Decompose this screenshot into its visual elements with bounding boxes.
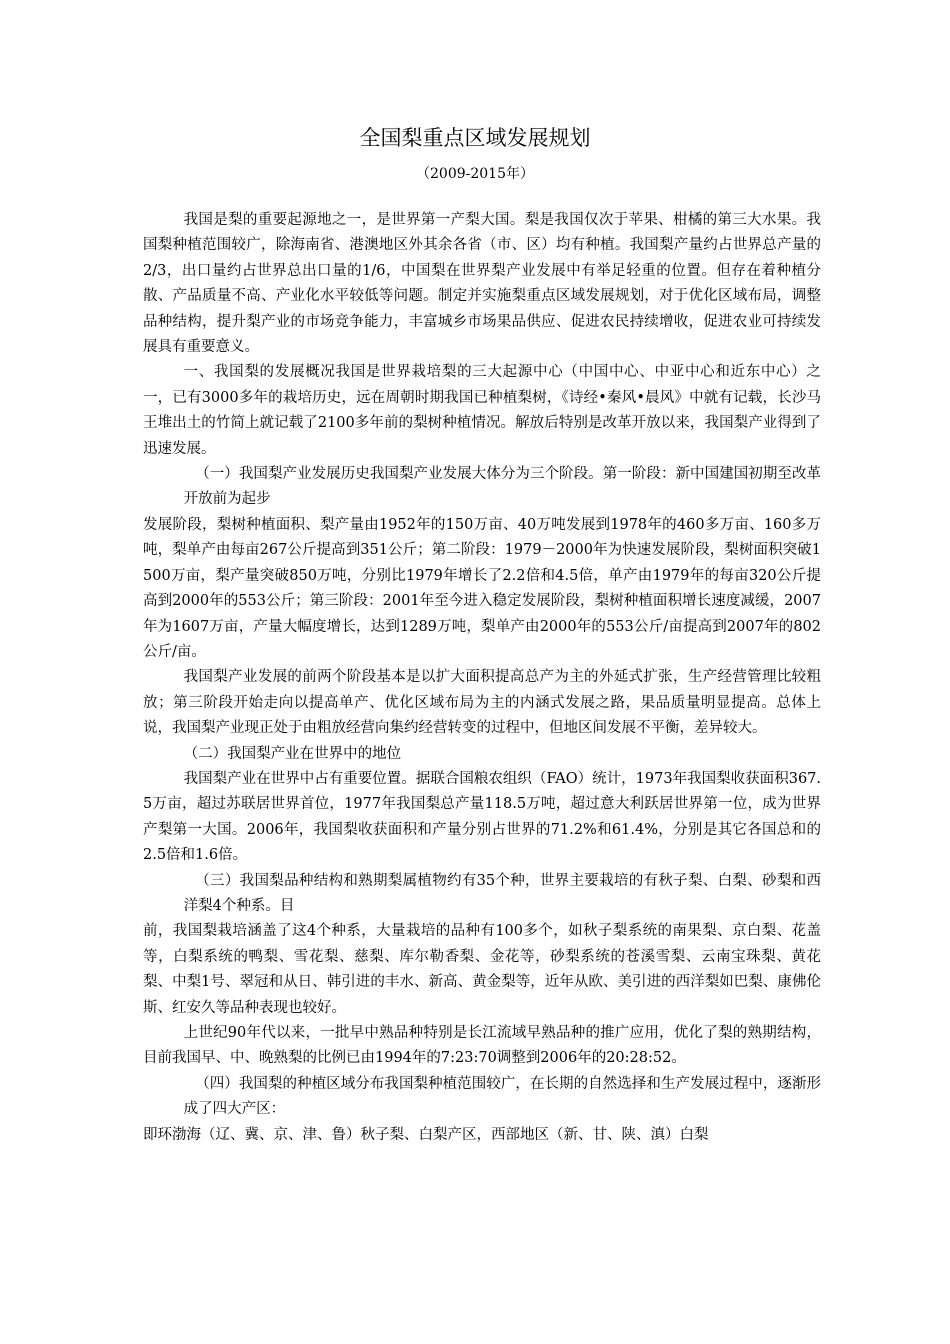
section-heading-regions: [143, 1072, 821, 1123]
document-body: [143, 208, 821, 1148]
paragraph-world-position: 我国梨产业在世界中占有重要位置。据联合国粮农组织（FAO）统计，1973年我国梨收获面积367.5万亩，超过苏联居世界首位，1977年我国梨总产量118.5万吨，超过意大利跃居世界第一位，成为世界产梨第一大国。2006年，我国梨收获面积和产量分别占世界的71.2%和61.4%，分别是其它各国总和的2.5倍和1.6倍。: [143, 770, 821, 864]
paragraph-regions: 即环渤海（辽、冀、京、津、鲁）秋子梨、白梨产区，西部地区（新、甘、陕、滇）白梨: [143, 1126, 709, 1143]
paragraph-maturity: 上世纪90年代以来，一批早中熟品种特别是长江流域早熟品种的推广应用，优化了梨的熟期结构，目前我国早、中、晚熟梨的比例已由1994年的7:23:70调整到2006年的20:28:52。: [143, 1025, 821, 1067]
section-heading-history: [143, 462, 821, 513]
section-heading-history-text: （一）我国梨产业发展历史我国梨产业发展大体分为三个阶段。第一阶段：新中国建国初期至改革开放前为起步: [183, 466, 821, 508]
paragraph-history-summary: 我国梨产业发展的前两个阶段基本是以扩大面积提高总产为主的外延式扩张，生产经营管理比较粗放；第三阶段开始走向以提高单产、优化区域布局为主的内涵式发展之路，果品质量明显提高。总体上说，我国梨产业现正处于由粗放经营向集约经营转变的过程中，但地区间发展不平衡，差异较大。: [143, 669, 821, 737]
section-heading-varieties: [143, 869, 821, 920]
paragraph-varieties: 前，我国梨栽培涵盖了这4个种系，大量栽培的品种有100多个，如秋子梨系统的南果梨、京白梨、花盖等，白梨系统的鸭梨、雪花梨、慈梨、库尔勒香梨、金花等，砂梨系统的苍溪雪梨、云南宝珠梨、黄花梨、中梨1号、翠冠和从日、韩引进的丰水、新高、黄金梨等，近年从欧、美引进的西洋梨如巴梨、康佛伦斯、红安久等品种表现也较好。: [143, 923, 821, 1016]
document-subtitle: （2009-2015年）: [416, 166, 534, 182]
section-heading-varieties-text: （三）我国梨品种结构和熟期梨属植物约有35个种，世界主要栽培的有秋子梨、白梨、砂梨和西洋梨4个种系。目: [183, 872, 821, 914]
document-title: 全国梨重点区域发展规划: [359, 126, 591, 150]
paragraph-intro: 我国是梨的重要起源地之一，是世界第一产梨大国。梨是我国仅次于苹果、柑橘的第三大水果。我国梨种植范围较广，除海南省、港澳地区外其余各省（市、区）均有种植。我国梨产量约占世界总产量的2/3，出口量约占世界总出口量的1/6，中国梨在世界梨产业发展中有举足轻重的位置。但存在着种植分散、产品质量不高、产业化水平较低等问题。制定并实施梨重点区域发展规划，对于优化区域布局，调整品种结构，提升梨产业的市场竞争能力，丰富城乡市场果品供应、促进农民持续增收，促进农业可持续发展具有重要意义。: [143, 212, 821, 356]
paragraph-history-stages: 发展阶段，梨树种植面积、梨产量由1952年的150万亩、40万吨发展到1978年的460多万亩、160多万吨，梨单产由每亩267公斤提高到351公斤；第二阶段：1979－2000年为快速发展阶段，梨树面积突破1500万亩，梨产量突破850万吨，分别比1979年增长了2.2倍和4.5倍，单产由1979年的每亩320公斤提高到2000年的553公斤；第三阶段：2001年至今进入稳定发展阶段，梨树种植面积增长速度减缓，2007年为1607万亩，产量大幅度增长，达到1289万吨，梨单产由2000年的553公斤/亩提高到2007年的802公斤/亩。: [143, 516, 821, 660]
section-heading-world-position: （二）我国梨产业在世界中的地位: [183, 745, 402, 762]
paragraph-overview: 一、我国梨的发展概况我国是世界栽培梨的三大起源中心（中国中心、中亚中心和近东中心）之一，已有3000多年的栽培历史，远在周朝时期我国已种植梨树，《诗经•秦风•晨风》中就有记载，长沙马王堆出土的竹简上就记载了2100多年前的梨树种植情况。解放后特别是改革开放以来，我国梨产业得到了迅速发展。: [143, 364, 821, 457]
section-heading-regions-text: （四）我国梨的种植区域分布我国梨种植范围较广，在长期的自然选择和生产发展过程中，逐渐形成了四大产区：: [183, 1075, 821, 1118]
